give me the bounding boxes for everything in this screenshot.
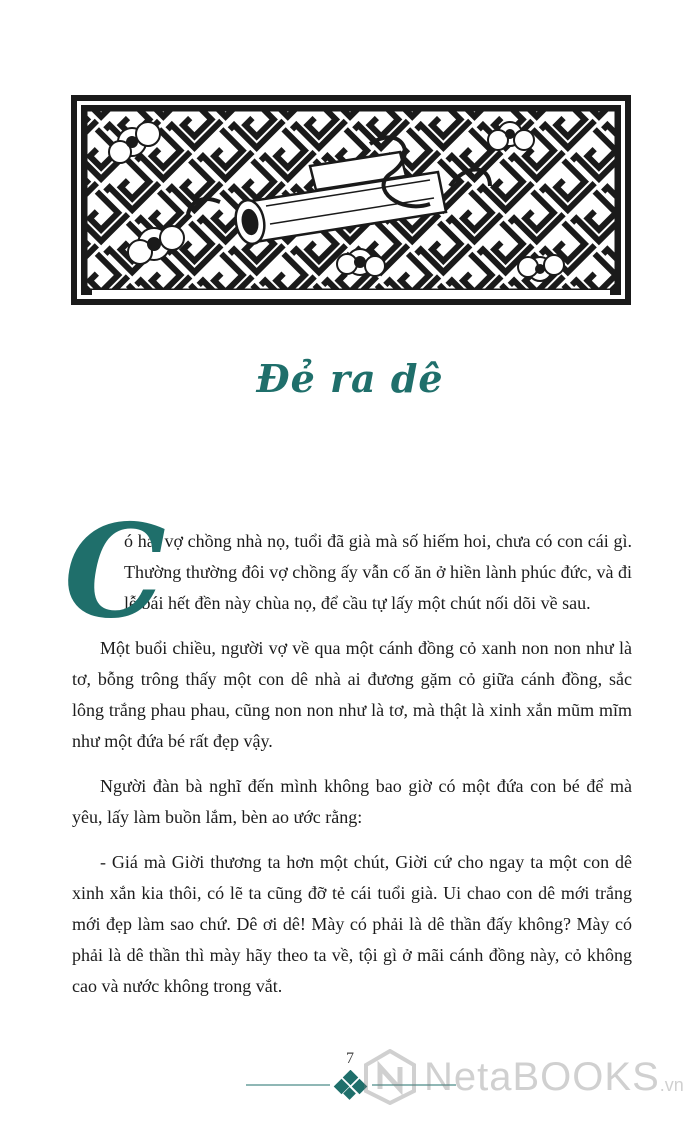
story-body	[64, 497, 632, 1016]
paragraph-2: Một buổi chiều, người vợ về qua một cánh đồng cỏ xanh non non như là tơ, bỗng trông thấy một con dê nhà ai đương gặm cỏ giữa cánh đồng, sắc lông trắng phau phau, cũng non non như là tơ, mà thật là xinh xắn mũm mĩm như một đứa bé rất đẹp vậy.	[72, 638, 632, 751]
netabooks-logo-icon	[362, 1049, 418, 1105]
ornamental-header-illustration	[70, 94, 632, 306]
page-number: 7	[346, 1050, 354, 1067]
watermark-brand-text: NetaBOOKS	[424, 1054, 660, 1099]
paragraph-4: - Giá mà Giời thương ta hơn một chút, Giời cứ cho ngay ta một con dê xinh xắn kia thôi, có lẽ ta cũng đỡ tẻ cái tuổi già. Ui chao con dê mới trắng mới đẹp làm sao chứ. Dê ơi dê! Mày có phải là dê thần đấy không? Mày có phải là dê thần thì mày hãy theo ta về, tội gì ở mãi cánh đồng này, cỏ không cao và nước không trong vắt.	[72, 852, 632, 996]
netabooks-watermark	[362, 1046, 692, 1108]
paragraph-1: ó hai vợ chồng nhà nọ, tuổi đã già mà số hiếm hoi, chưa có con cái gì. Thường thường đôi vợ chồng ấy vẫn cố ăn ở hiền lành phúc đức, và đi lễ bái hết đền này chùa nọ, để cầu tự lấy một chút nối dõi về sau.	[124, 531, 632, 613]
paragraph-3: Người đàn bà nghĩ đến mình không bao giờ có một đứa con bé để mà yêu, lấy làm buồn lắm, bèn ao ước rằng:	[72, 776, 632, 827]
chapter-title: Đẻ ra dê	[256, 356, 444, 401]
drop-cap-letter: C	[64, 497, 166, 647]
opening-paragraph-wrap	[64, 497, 632, 647]
watermark-domain-suffix: .vn	[659, 1075, 684, 1095]
